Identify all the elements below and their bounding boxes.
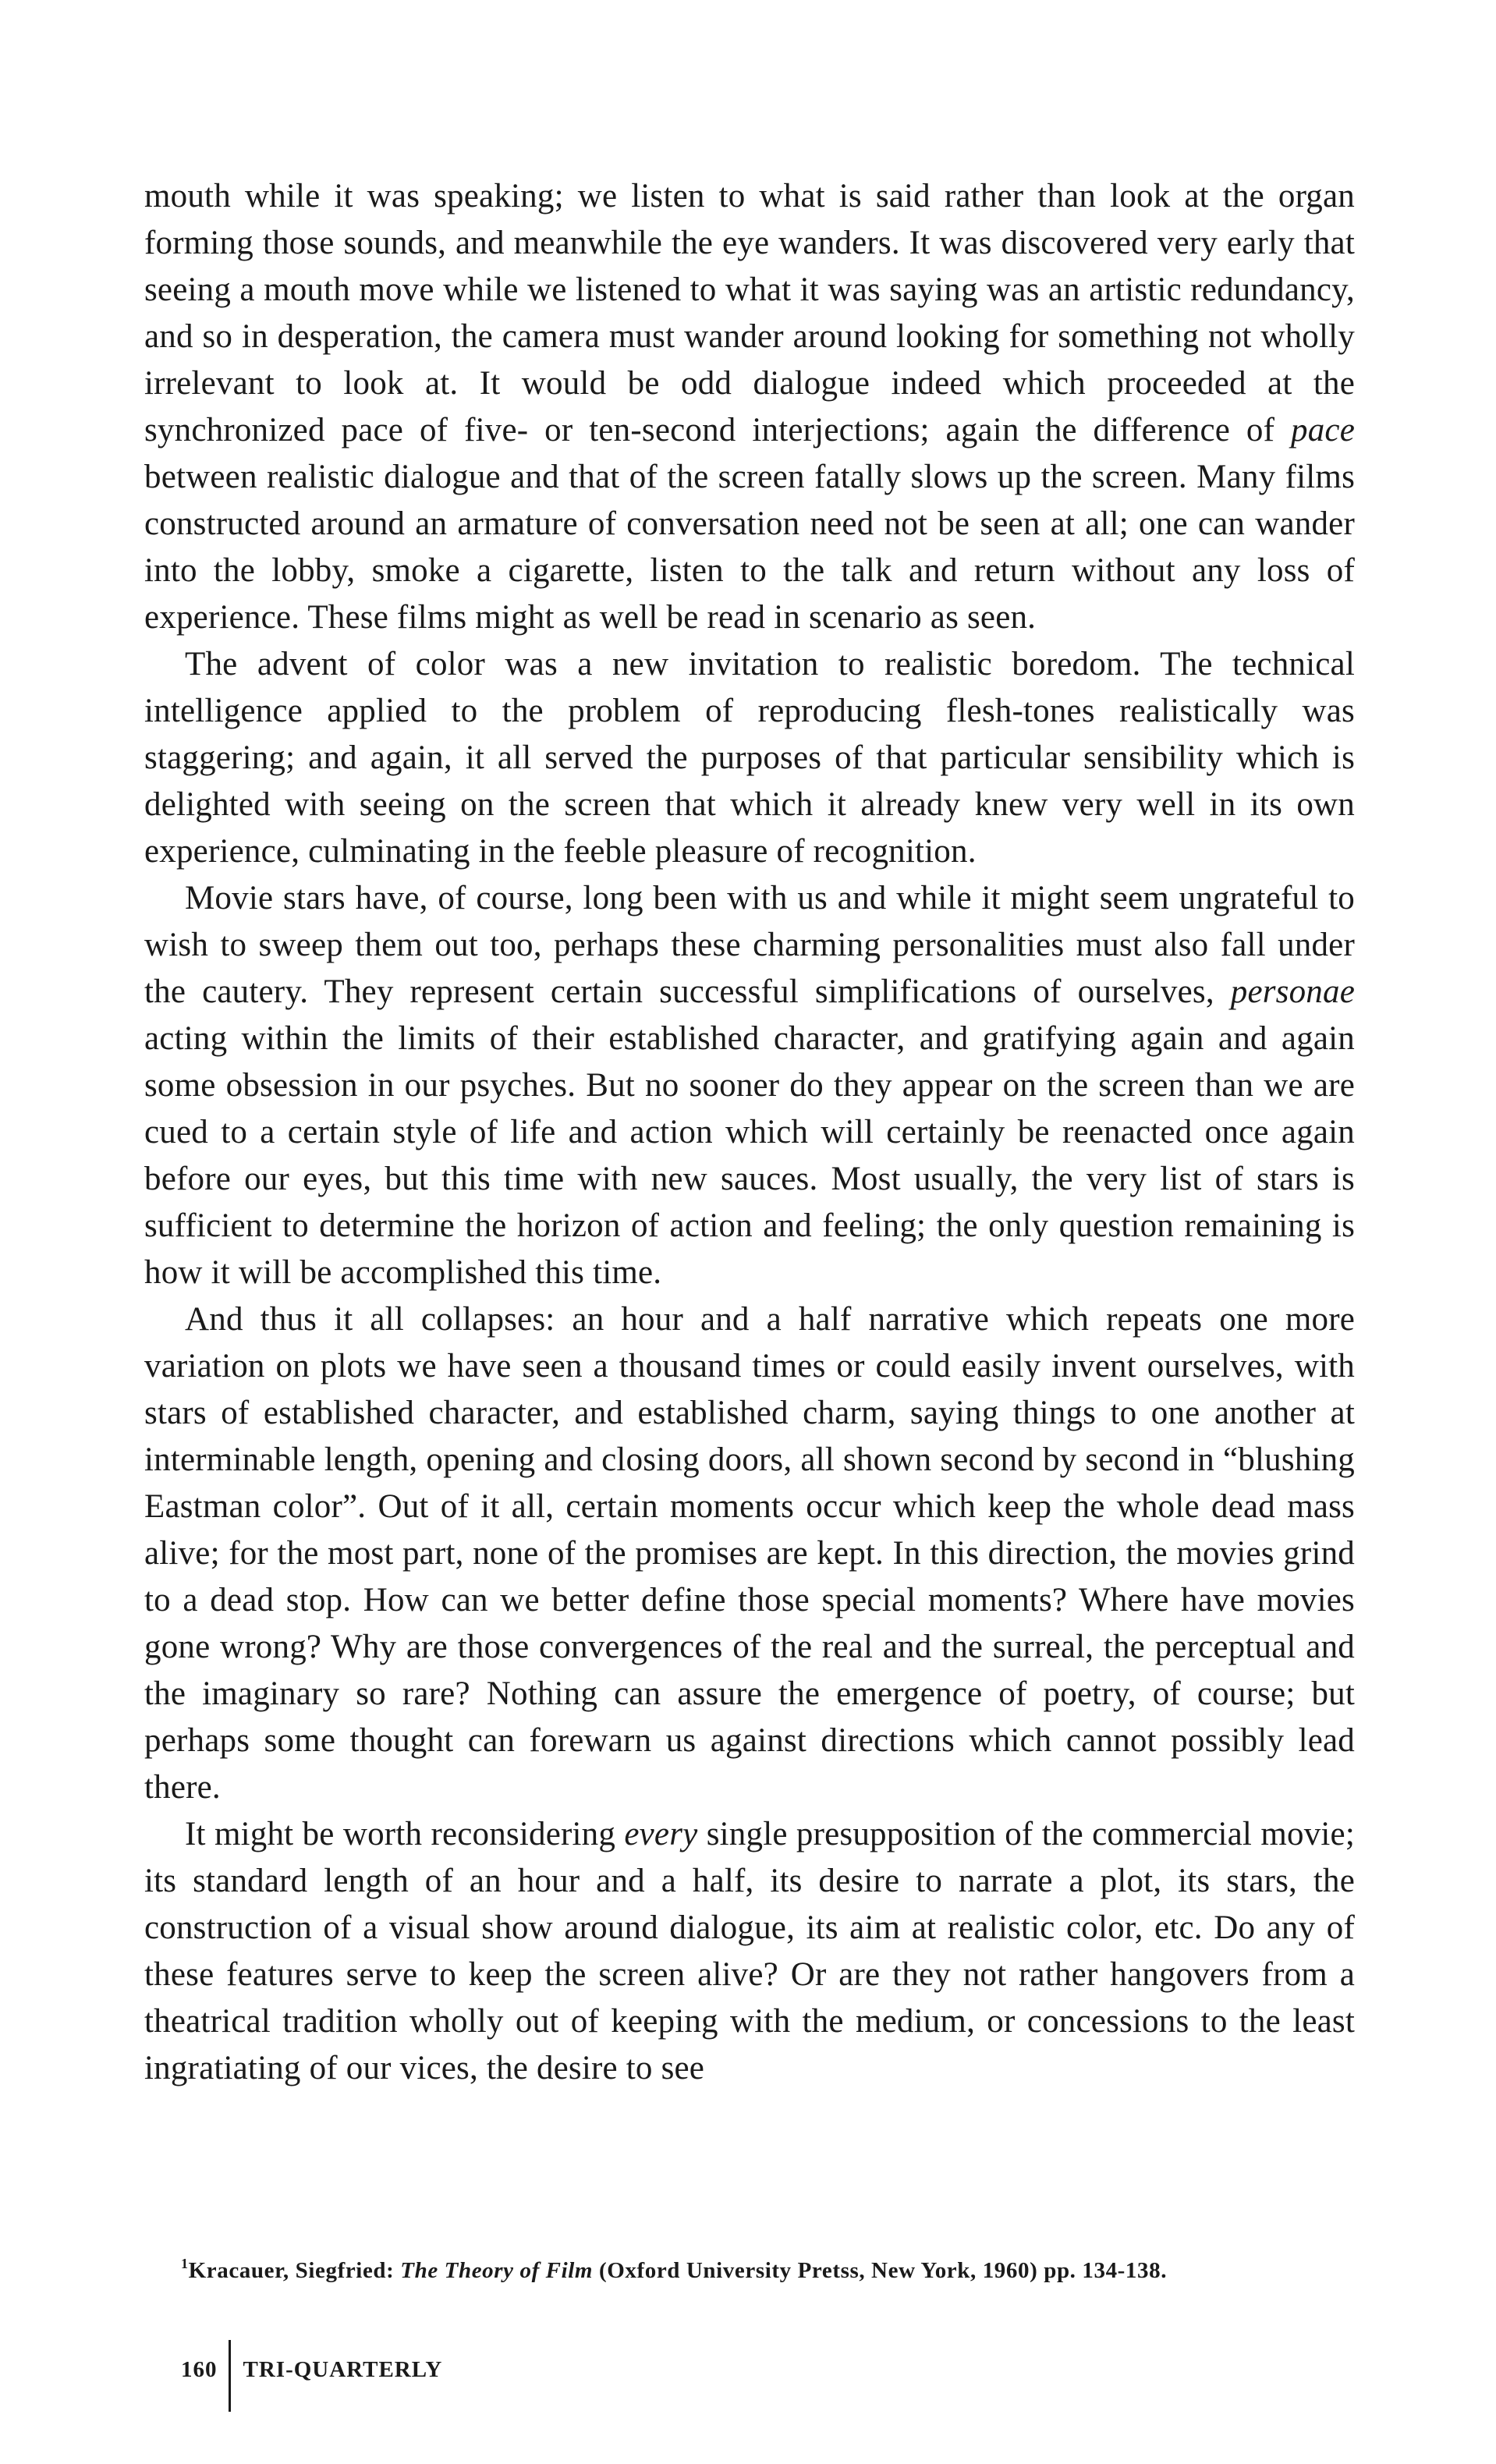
text-run: single presupposition of the commercial movie; its standard length of an hour and a half, its desire to narrate a plot, its stars, the construction of a visual show around dialogue, its aim at realistic color, etc. Do any of these features serve to keep the screen alive? Or are they not rather hangovers from a theatrical tradition wholly out of keeping with the medium, or concessions to the least ingratiating of our vices, the desire to see [144, 1816, 1355, 2086]
footnote-details: (Oxford University Pretss, New York, 1960) pp. 134-138. [593, 2258, 1168, 2283]
footnote-title: The Theory of Film [400, 2258, 594, 2283]
text-run: It might be worth reconsidering [185, 1816, 625, 1852]
page-footer [181, 2340, 442, 2410]
text-run: between realistic dialogue and that of the screen fatally slows up the screen. Many films constructed around an armature of conversation need not be seen at all; one can wander into the lobby, smoke a cigarette, listen to the talk and return without any loss of experience. These films might as well be read in scenario as seen. [144, 459, 1355, 636]
article-text [144, 173, 1355, 2092]
page-number: 160 [181, 2357, 218, 2382]
emphasis-text: pace [1291, 412, 1355, 448]
paragraph-5 [144, 1811, 1355, 2092]
text-run: mouth while it was speaking; we listen to what is said rather than look at the organ forming those sounds, and meanwhile the eye wanders. It was discovered very early that seeing a mouth move while we listened to what it was saying was an artistic redundancy, and so in desperation, the camera must wander around looking for something not wholly irrelevant to look at. It would be odd dialogue indeed which proceeded at the synchronized pace of five- or ten-second interjections; again the difference of [144, 178, 1355, 448]
footnote-author: Kracauer, Siegfried: [188, 2258, 401, 2283]
text-run: And thus it all collapses: an hour and a half narrative which repeats one more variation on plots we have seen a thousand times or could easily invent ourselves, with stars of established character, and established charm, saying things to one another at interminable length, opening and closing doors, all shown second by second in “blushing Eastman color”. Out of it all, certain moments occur which keep the whole dead mass alive; for the most part, none of the promises are kept. In this direction, the movies grind to a dead stop. How can we better define those special moments? Where have movies gone wrong? Why are those convergences of the real and the surreal, the perceptual and the imaginary so rare? Nothing can assure the emergence of poetry, of course; but perhaps some thought can forewarn us against directions which cannot possibly lead there. [144, 1301, 1355, 1806]
footnote [181, 2248, 1351, 2286]
footnote-marker: 1 [181, 2256, 189, 2271]
journal-name: TRI-QUARTERLY [243, 2357, 443, 2382]
paragraph-3 [144, 875, 1355, 1296]
paragraph-2 [144, 641, 1355, 875]
page-body [144, 173, 1355, 2092]
paragraph-4 [144, 1296, 1355, 1811]
text-run: Movie stars have, of course, long been with us and while it might seem ungrateful to wish to sweep them out too, perhaps these charming personalities must also fall under the cautery. They represent certain successful simplifications of ourselves, [144, 880, 1355, 1010]
text-run: The advent of color was a new invitation to realistic boredom. The technical intelligence applied to the problem of reproducing flesh-tones realistically was staggering; and again, it all served the purposes of that particular sensibility which is delighted with seeing on the screen that which it already knew very well in its own experience, culminating in the feeble pleasure of recognition. [144, 646, 1355, 870]
text-run: acting within the limits of their established character, and gratifying again and again some obsession in our psyches. But no sooner do they appear on the screen than we are cued to a certain style of life and action which will certainly be reenacted once again before our eyes, but this time with new sauces. Most usually, the very list of stars is sufficient to determine the horizon of action and feeling; the only question remaining is how it will be accomplished this time. [144, 1020, 1355, 1291]
paragraph-1 [144, 173, 1355, 641]
emphasis-text: every [624, 1816, 698, 1852]
emphasis-text: personae [1230, 973, 1355, 1010]
